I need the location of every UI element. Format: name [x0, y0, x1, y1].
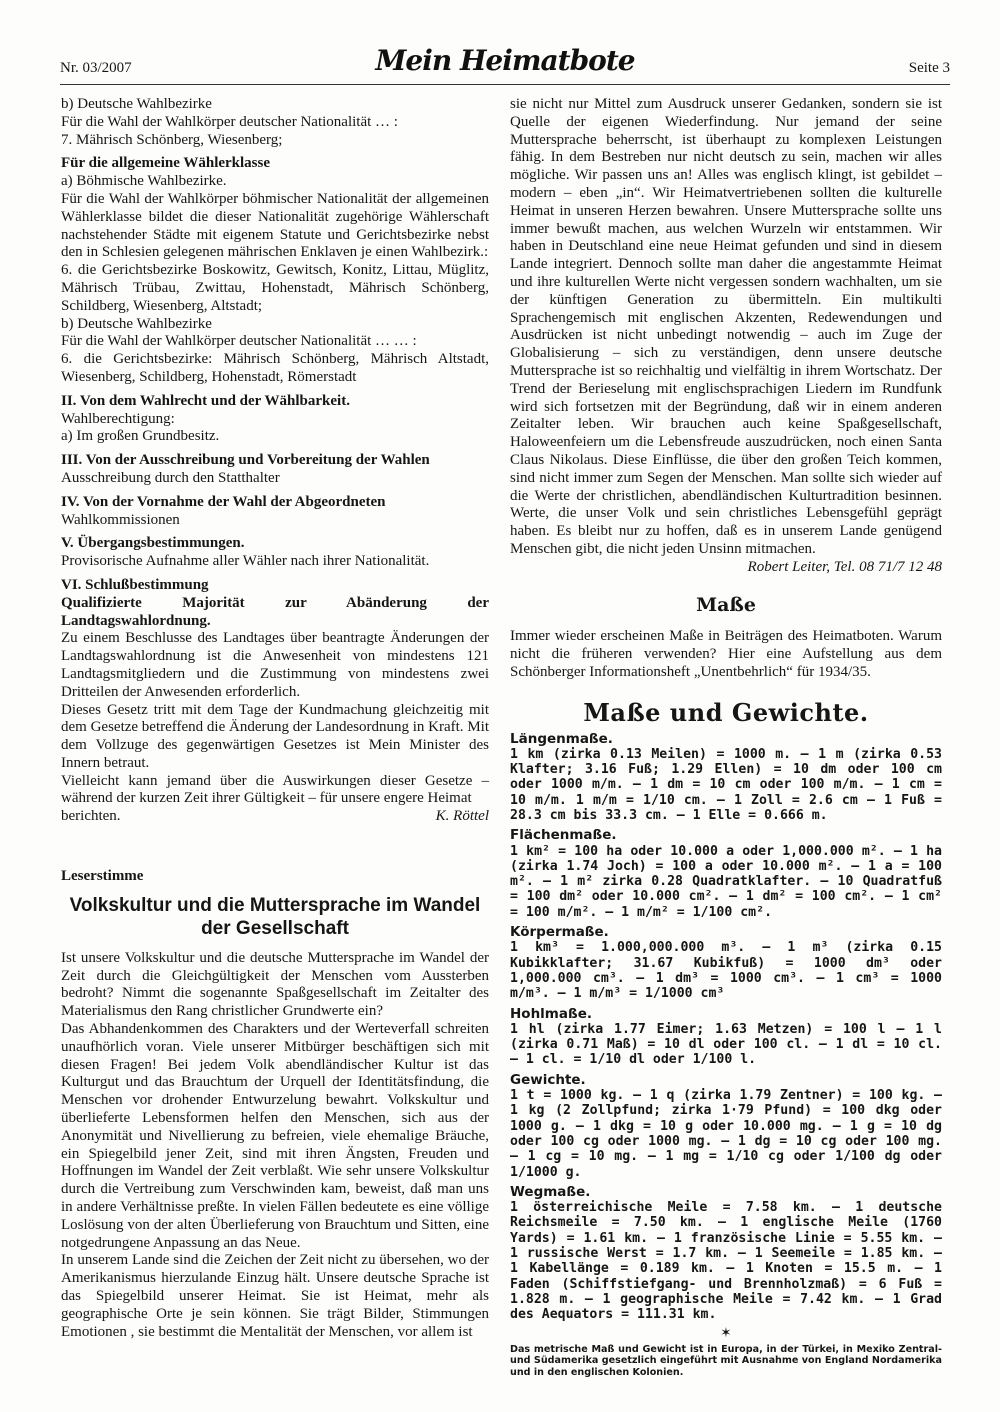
text-line: a) Böhmische Wahlbezirke. — [61, 173, 227, 190]
author-signature: K. Röttel — [435, 808, 489, 825]
table-title: Maße und Gewichte. — [583, 697, 869, 727]
author-signature: Robert Leiter, Tel. 08 71/7 12 48 — [747, 558, 942, 575]
text-line: b) Deutsche Wahlbezirke — [61, 315, 212, 332]
table-section-text: 1 hl (zirka 1.77 Eimer; 1.63 Metzen) = 100 l — 1 l (zirka 0.71 Maß) = 10 dl oder 100 cl. — 1 dl = 10 cl. — 1 cl. = 1/10 dl oder 1/100 l. — [510, 1021, 942, 1068]
text-line: berichten. — [61, 808, 121, 825]
article-title: Maße — [696, 593, 756, 616]
text-line: 7. Mährisch Schönberg, Wiesenberg; — [61, 131, 283, 148]
table-section-heading: Flächenmaße. — [510, 827, 617, 844]
paragraph: sie nicht nur Mittel zum Ausdruck unserer Gedanken, sondern sie ist Quelle der eigenen Wiederfindung. Nur jemand der seine Muttersprache beherrscht, ist überhaupt zu komplexen Leistungen fähig. In dem Bestreben nur nicht deutsch zu sein, machen wir alles mögliche. Wir passen uns an! Alles was englisch klingt, ist gebildet – modern – eben „in“. Wir Heimatvertriebenen sollten die kulturelle Heimat in unseren Herzen bewahren. Unsere Muttersprache sollte uns immer bewußt machen, aus welchen Wurzeln wir entstammen. Wir haben in Deutschland eine neue Heimat gefunden und sind in diesem Lande integriert. Dennoch sollte man daher die angestammte Heimat und ihre kulturellen Werte nicht vergessen sondern wachhalten, um sie der künftigen Generation zu übermitteln. Ein multikulti Sprachengemisch mit englischen Akzenten, Redewendungen und Ausdrücken ist nicht unbedingt notwendig – auch im Zuge der Globalisierung – sich zu verständigen, denn unsere deutsche Muttersprache ist so reichhaltig und vielfältig in ihrem Wortschatz. Der Trend der Berieselung mit englischsprachigen Liedern im Rundfunk wird sich fortsetzen mit der Begründung, daß wir in einem anderen Zeitalter leben. Wir brauchen auch keine Spaßgesellschaft, Haloweenfeiern um die Lebensfreude auszudrücken, noch einen Santa Claus Nikolaus. Diese Einflüsse, die über den großen Teich kommen, sind nicht immer zum Segen der Menschen. Man sollte sich wieder auf die Werte der christlichen, abendländischen Kulturtradition besinnen. Werte, die unser Volk und sein christliches Lebensgefühl geprägt haben. Es bleibt nur zu hoffen, daß es in unserem Lande genügend Menschen gibt, die nicht jeden Unsinn mitmachen. — [510, 96, 942, 557]
article-title: Volkskultur und die Muttersprache im Wandel der Gesellschaft — [69, 894, 481, 939]
header-rule — [60, 84, 950, 85]
table-section-text: 1 km (zirka 0.13 Meilen) = 1000 m. — 1 m (zirka 0.53 Klafter; 3.16 Fuß; 1.29 Ellen) = 10 dm oder 100 cm oder 1000 m/m. — 1 dm = 10 cm oder 100 m/m. — 1 cm = 10 m/m. 1 m/m = 1/10 cm. — 1 Zoll = 2.6 cm — 1 Fuß = 28.3 cm bis 33.3 cm. — 1 Elle = 0.666 m. — [510, 746, 942, 823]
left-column — [61, 96, 489, 1341]
section-heading: IV. Von der Vornahme der Wahl der Abgeordneten — [61, 493, 386, 510]
footnote: Das metrische Maß und Gewicht ist in Europa, in der Türkei, in Mexiko Zentral- und Südamerika gesetzlich eingeführt mit Ausnahme von England Nordamerika und in den englischen Kolonien. — [510, 1343, 942, 1378]
right-column — [510, 96, 942, 1378]
star-ornament: ✶ — [721, 1322, 731, 1342]
measures-table — [510, 732, 942, 1379]
section-label: Leserstimme — [61, 868, 144, 885]
table-section-heading: Längenmaße. — [510, 730, 613, 747]
table-section-text: 1 t = 1000 kg. — 1 q (zirka 1.79 Zentner) = 100 kg. — 1 kg (2 Zollpfund; zirka 1·79 Pfund) = 100 dkg oder 1000 g. — 1 dkg = 10 g oder 10.000 mg. — 1 g = 10 dg oder 100 cg oder 1000 mg. — 1 dg = 10 cg oder 100 mg. — 1 cg = 10 mg. — 1 mg = 1/10 cg oder 1/100 dg oder 1/1000 g. — [510, 1088, 942, 1180]
section-heading: VI. Schlußbestimmung — [61, 576, 209, 593]
issue-number: Nr. 03/2007 — [60, 60, 132, 76]
paragraph: Dieses Gesetz tritt mit dem Tage der Kundmachung gleichzeitig mit dem Gesetze betreffend die Änderung der Landesordnung in Kraft. Mit dem Vollzuge des gegenwärtigen Gesetzes ist Mein Minister des Innern betraut. — [61, 701, 489, 771]
section-heading: III. Von der Ausschreibung und Vorbereitung der Wahlen — [61, 452, 430, 469]
paragraph: 6. die Gerichtsbezirke: Mährisch Schönberg, Mährisch Altstadt, Wiesenberg, Schildberg, Hohenstadt, Römerstadt — [61, 351, 489, 385]
section-heading: Für die allgemeine Wählerklasse — [61, 155, 271, 172]
signature-line — [61, 808, 489, 826]
paragraph: Für die Wahl der Wahlkörper böhmischer Nationalität der allgemeinen Wählerklasse bildet die dieser Nationalität zugehörige Wählerschaft nachstehender Städte mit eigenem Statute und Gerichtsbezirke nebst den in Schlesien gelegenen mährischen Enklaven je einen Wahlbezirk.: — [61, 190, 489, 261]
text-line: Wahlberechtigung: — [61, 410, 175, 427]
text-line: Wahlkommissionen — [61, 511, 180, 528]
paragraph: Vielleicht kann jemand über die Auswirkungen dieser Gesetze – während der kurzen Zeit ihrer Gültigkeit – für unsere engere Heimat — [61, 772, 489, 807]
section-heading: V. Übergangsbestimmungen. — [61, 535, 245, 552]
text-line: Provisorische Aufnahme aller Wähler nach ihrer Nationalität. — [61, 553, 430, 570]
page-number: Seite 3 — [908, 60, 950, 76]
paragraph: Zu einem Beschlusse des Landtages über beantragte Änderungen der Landtagswahlordnung ist die Anwesenheit von mindestens 121 Landtagsmitgliedern und die Zustimmung von mindestens zwei Dritteilen der Anwesenden erforderlich. — [61, 630, 489, 700]
text-line: b) Deutsche Wahlbezirke — [61, 96, 212, 112]
paragraph: In unserem Lande sind die Zeichen der Zeit nicht zu übersehen, wo der Amerikanismus hierzulande Einzug hält. Unsere deutsche Sprache ist das Spiegelbild unserer Heimat. Sie ist Heimat, mehr als geographische Orte je sein können. Sie trägt Bilder, Stimmungen Emotionen , sie bestimmt die Mentalität der Menschen, vor allem ist — [61, 1252, 489, 1340]
section-subheading: Qualifizierte Majorität zur Abänderung der Landtagswahlordnung. — [61, 594, 489, 629]
section-heading: II. Von dem Wahlrecht und der Wählbarkeit. — [61, 392, 350, 409]
text-line: a) Im großen Grundbesitz. — [61, 428, 220, 445]
masthead-logo: Mein Heimatbote — [375, 44, 635, 77]
table-section-text: 1 österreichische Meile = 7.58 km. — 1 deutsche Reichsmeile = 7.50 km. — 1 englische Meile (1760 Yards) = 1.61 km. — 1 französische Linie = 5.55 km. — 1 russische Werst = 1.7 km. — 1 Seemeile = 1.85 km. — 1 Kabellänge = 0.189 km. — 1 Knoten = 15.5 m. — 1 Faden (Schiffstiefgang- und Brennholzmaß) = 6 Fuß = 1.828 m. — 1 geographische Meile = 7.42 km. — 1 Grad des Aequators = 111.31 km. — [510, 1200, 942, 1323]
table-section-heading: Gewichte. — [510, 1071, 586, 1088]
paragraph: 6. die Gerichtsbezirke Boskowitz, Gewitsch, Konitz, Littau, Müglitz, Mährisch Trübau, Zwittau, Hohenstadt, Mährisch Schönberg, Schildberg, Wiesenberg, Altstadt; — [61, 262, 489, 314]
table-section-text: 1 km³ = 1.000,000.000 m³. — 1 m³ (zirka 0.15 Kubikklafter; 31.67 Kubikfuß) = 1000 dm³ oder 1,000.000 cm³. — 1 dm³ = 1000 cm³. — 1 cm³ = 1000 m/m³. — 1 m/m³ = 1/1000 cm³ — [510, 940, 942, 1002]
table-section-text: 1 km² = 100 ha oder 10.000 a oder 1,000.000 m². — 1 ha (zirka 1.74 Joch) = 100 a oder 10.000 m². — 1 a = 100 m². — 1 m² zirka 0.28 Quadratklafter. — 10 Quadratfuß = 100 dm² oder 10.000 cm². — 1 dm² = 100 cm². — 1 cm² = 100 m/m². — 1 m/m² = 1/100 cm². — [510, 843, 942, 920]
table-section-heading: Körpermaße. — [510, 924, 609, 941]
text-line: Für die Wahl der Wahlkörper deutscher Nationalität … : — [61, 113, 398, 130]
table-section-heading: Wegmaße. — [510, 1183, 591, 1200]
text-line: Ausschreibung durch den Statthalter — [61, 469, 280, 486]
paragraph: Das Abhandenkommen des Charakters und der Werteverfall schreiten unaufhörlich voran. Viele unserer Mitbürger beschäftigen sich mit diesen Fragen! Bei jedem Volk abendländischer Kultur ist das Kulturgut und das Brauchtum der Urquell der Identitätsfindung, die Menschen vor drohender Entwurzelung bewahrt. Volkskultur und überlieferte Lebensformen helfen den Menschen, sich aus der Anonymität und Nivellierung zu befreien, viele ehemalige Bräuche, ein Spiegelbild jener Zeit, sind mit ihren Ängsten, Freuden und Hoffnungen im Wandel der Zeit verblaßt. Wie sehr unsere Volkskultur durch die Vertreibung zum Verschwinden kam, beweist, daß man uns in andere Verhältnisse preßte. In vielen Fällen bedeutete es eine völlige Loslösung von der alten Überlieferung von Brauchtum und Sitten, eine notgedrungene Anpassung an das Neue. — [61, 1021, 489, 1251]
text-line: Für die Wahl der Wahlkörper deutscher Nationalität … … : — [61, 333, 417, 350]
paragraph: Ist unsere Volkskultur und die deutsche Muttersprache im Wandel der Zeit durch die Gleichgültigkeit der Menschen vom Aussterben bedroht? Nimmt die sogenannte Spaßgesellschaft im Zeitalter des Materialismus den Rang christlicher Grundwerte ein? — [61, 949, 489, 1020]
table-section-heading: Hohlmaße. — [510, 1005, 592, 1022]
paragraph: Immer wieder erscheinen Maße in Beiträgen des Heimatboten. Warum nicht die früheren verwenden? Hier eine Aufstellung aus dem Schönberger Informationsheft „Unentbehrlich“ für 1934/35. — [510, 628, 942, 680]
page-header — [60, 44, 950, 88]
